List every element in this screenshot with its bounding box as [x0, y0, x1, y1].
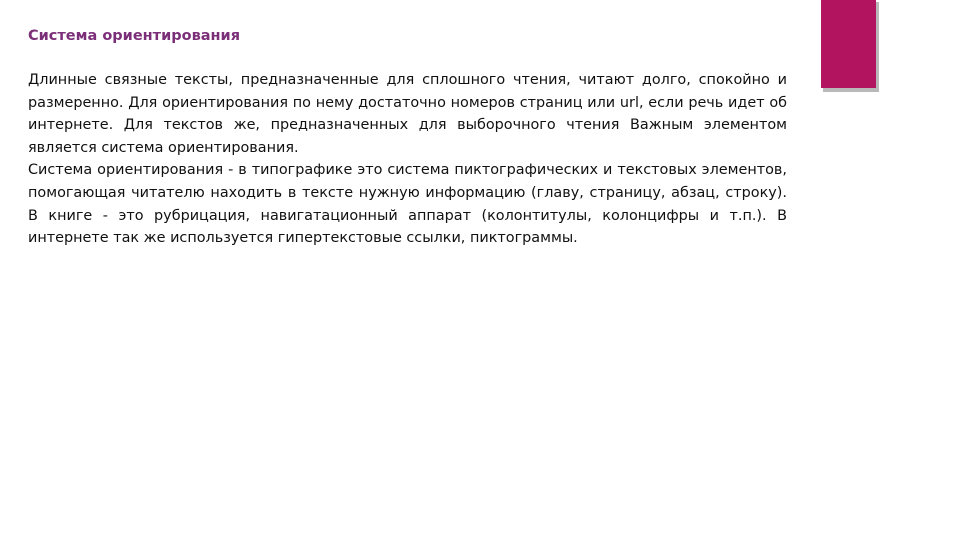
slide-body	[28, 69, 787, 250]
paragraph-1: Длинные связные тексты, предназначенные для сплошного чтения, читают долго, спокойно и размеренно. Для ориентирования по нему достаточно номеров страниц или url, если речь идет об интернете. Для текстов же, предназначенных для выборочного чтения Важным элементом является система ориентирования.	[28, 72, 787, 156]
slide-title: Система ориентирования	[28, 28, 241, 44]
paragraph-2: Система ориентирования - в типографике это система пиктографических и текстовых элементов, помогающая читателю находить в тексте нужную информацию (главу, страницу, абзац, строку). В книге - это рубрицация, навигатационный аппарат (колонтитулы, колонцифры и т.п.). В интернете так же используется гипертекстовые ссылки, пиктограммы.	[28, 162, 787, 247]
accent-bar	[821, 0, 876, 88]
